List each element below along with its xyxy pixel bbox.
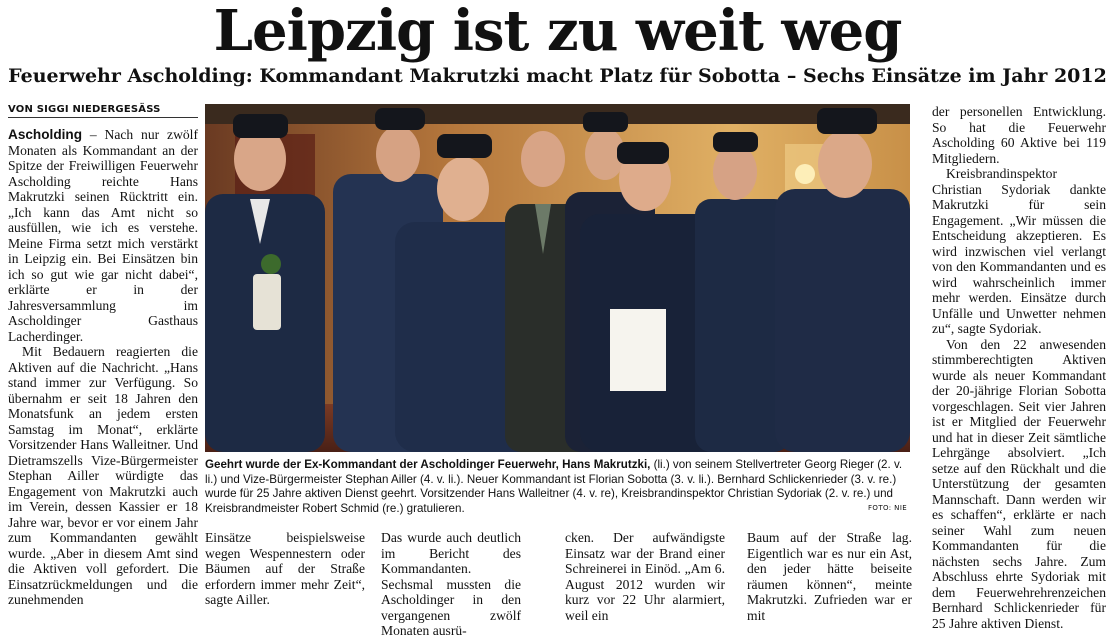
group-photo xyxy=(205,104,910,452)
paragraph: der personellen Entwicklung. So hat die Feuerwehr Ascholding 60 Aktive bei 119 Mitgliedern. xyxy=(932,104,1106,166)
photo-caption xyxy=(205,458,910,516)
photo-credit: FOTO: NIE xyxy=(868,504,908,512)
article-column-2: Einsätze beispielsweise wegen Wespennestern oder Bäumen auf der Straße erfordern immer mehr Zeit“, sagte Ailler. xyxy=(205,530,365,607)
article-column-3: Das wurde auch deutlich im Bericht des Kommandanten. Sechsmal mussten die Ascholdinger in den vergangenen zwölf Monaten ausrü- xyxy=(381,530,521,638)
article-column-5: Baum auf der Straße lag. Eigentlich war es nur ein Ast, den jeder hätte beiseite räumen können“, meinte Makrutzki. Zufrieden war er mit xyxy=(747,530,912,623)
paragraph: Von den 22 anwesenden stimmberechtigten Aktiven wurde als neuer Kommandant der 20-jährige Florian Sobotta vorgeschlagen. Seit vier Jahren ist er Mitglied der Feuerwehr und hat in dieser Zeit sämtliche Lehrgänge absolviert. „Ich setze auf den Rückhalt und die Unterstützung der gesamten Mannschaft. Dann werden wir es schaffen“, erklärte er nach seiner Wahl zum neuen Kommandanten für die nächsten sechs Jahre. Zum Abschluss ehrte Sydoriak mit dem Feuerwehrehrenzeichen Bernhard Schlickenrieder für 25 Jahre aktiven Dienst. xyxy=(932,336,1106,631)
paragraph: Mit Bedauern reagierten die Aktiven auf die Nachricht. „Hans stand immer zur Verfügung. So übernahm er seit 18 Jahren den Monatsfunk an jedem ersten Samstag im Monat“, erklärte Vorsitzender Hans Walleitner. Und Dietramszells Vize-Bürgermeister Stephan Ailler würdigte das Engagement von Makrutzki auch im Verein, dessen Kassier er 18 Jahre war, bevor er vor einem Jahr zum Kommandanten gewählt wurde. „Aber in diesem Amt sind die Aktiven voll gefordert. Die Einsatzrückmeldungen und die zunehmenden xyxy=(8,344,198,607)
article-column-4: cken. Der aufwändigste Einsatz war der Brand einer Schreinerei in Einöd. „Am 6. August 2012 wurden wir kurz vor 22 Uhr alarmiert, weil ein xyxy=(565,530,725,623)
headline: Leipzig ist zu weit weg xyxy=(213,0,902,64)
subheadline: Feuerwehr Ascholding: Kommandant Makrutzki macht Platz für Sobotta – Sechs Einsätze im Jahr 2012 xyxy=(8,65,1107,87)
article-column-6 xyxy=(932,104,1106,631)
dateline: Ascholding xyxy=(8,127,83,142)
caption-text: (li.) von seinem Stellvertreter Georg Rieger (2. v. li.) und Vize-Bürgermeister Stephan Ailler (4. v. li.). Neuer Kommandant ist Florian Sobotta (3. v. li.). Bernhard Schlickenrieder (3. v. re.) wurde für 25 Jahre aktiven Dienst geehrt. Vorsitzender Hans Walleitner (4. v. re), Kreisbrandinspektor Christian Sydoriak (2. v. re.) und Kreisbrandmeister Robert Schmid (re.) gratulieren. xyxy=(205,458,903,515)
caption-bold: Geehrt wurde der Ex-Kommandant der Ascholdinger Feuerwehr, Hans Makrutzki, xyxy=(205,458,651,471)
article-column-1 xyxy=(8,127,198,608)
lead-paragraph: Ascholding – Nach nur zwölf Monaten als Kommandant an der Spitze der Freiwilligen Feuerwehr Ascholding reichte Hans Makrutzki seinen Rücktritt ein. „Ich kann das Amt nicht so ausfüllen, wie ich es verstehe. Meine Firma setzt mich verstärkt in Leipzig ein. Bei Einsätzen bin ich so gut wie gar nicht dabei“, erklärte er in der Jahresversammlung im Ascholdinger Gasthaus Lacherdinger. xyxy=(8,127,198,344)
byline: VON SIGGI NIEDERGESÄSS xyxy=(8,104,198,118)
paragraph: Kreisbrandinspektor Christian Sydoriak dankte Makrutzki für sein Engagement. „Wir müssen die Entscheidung akzeptieren. Es wird inzwischen viel verlangt von den Kommandanten und es wird wahrscheinlich immer mehr werden. Einsätze durch Unfälle und Unwetter nehmen zu“, sagte Sydoriak. xyxy=(932,166,1106,336)
